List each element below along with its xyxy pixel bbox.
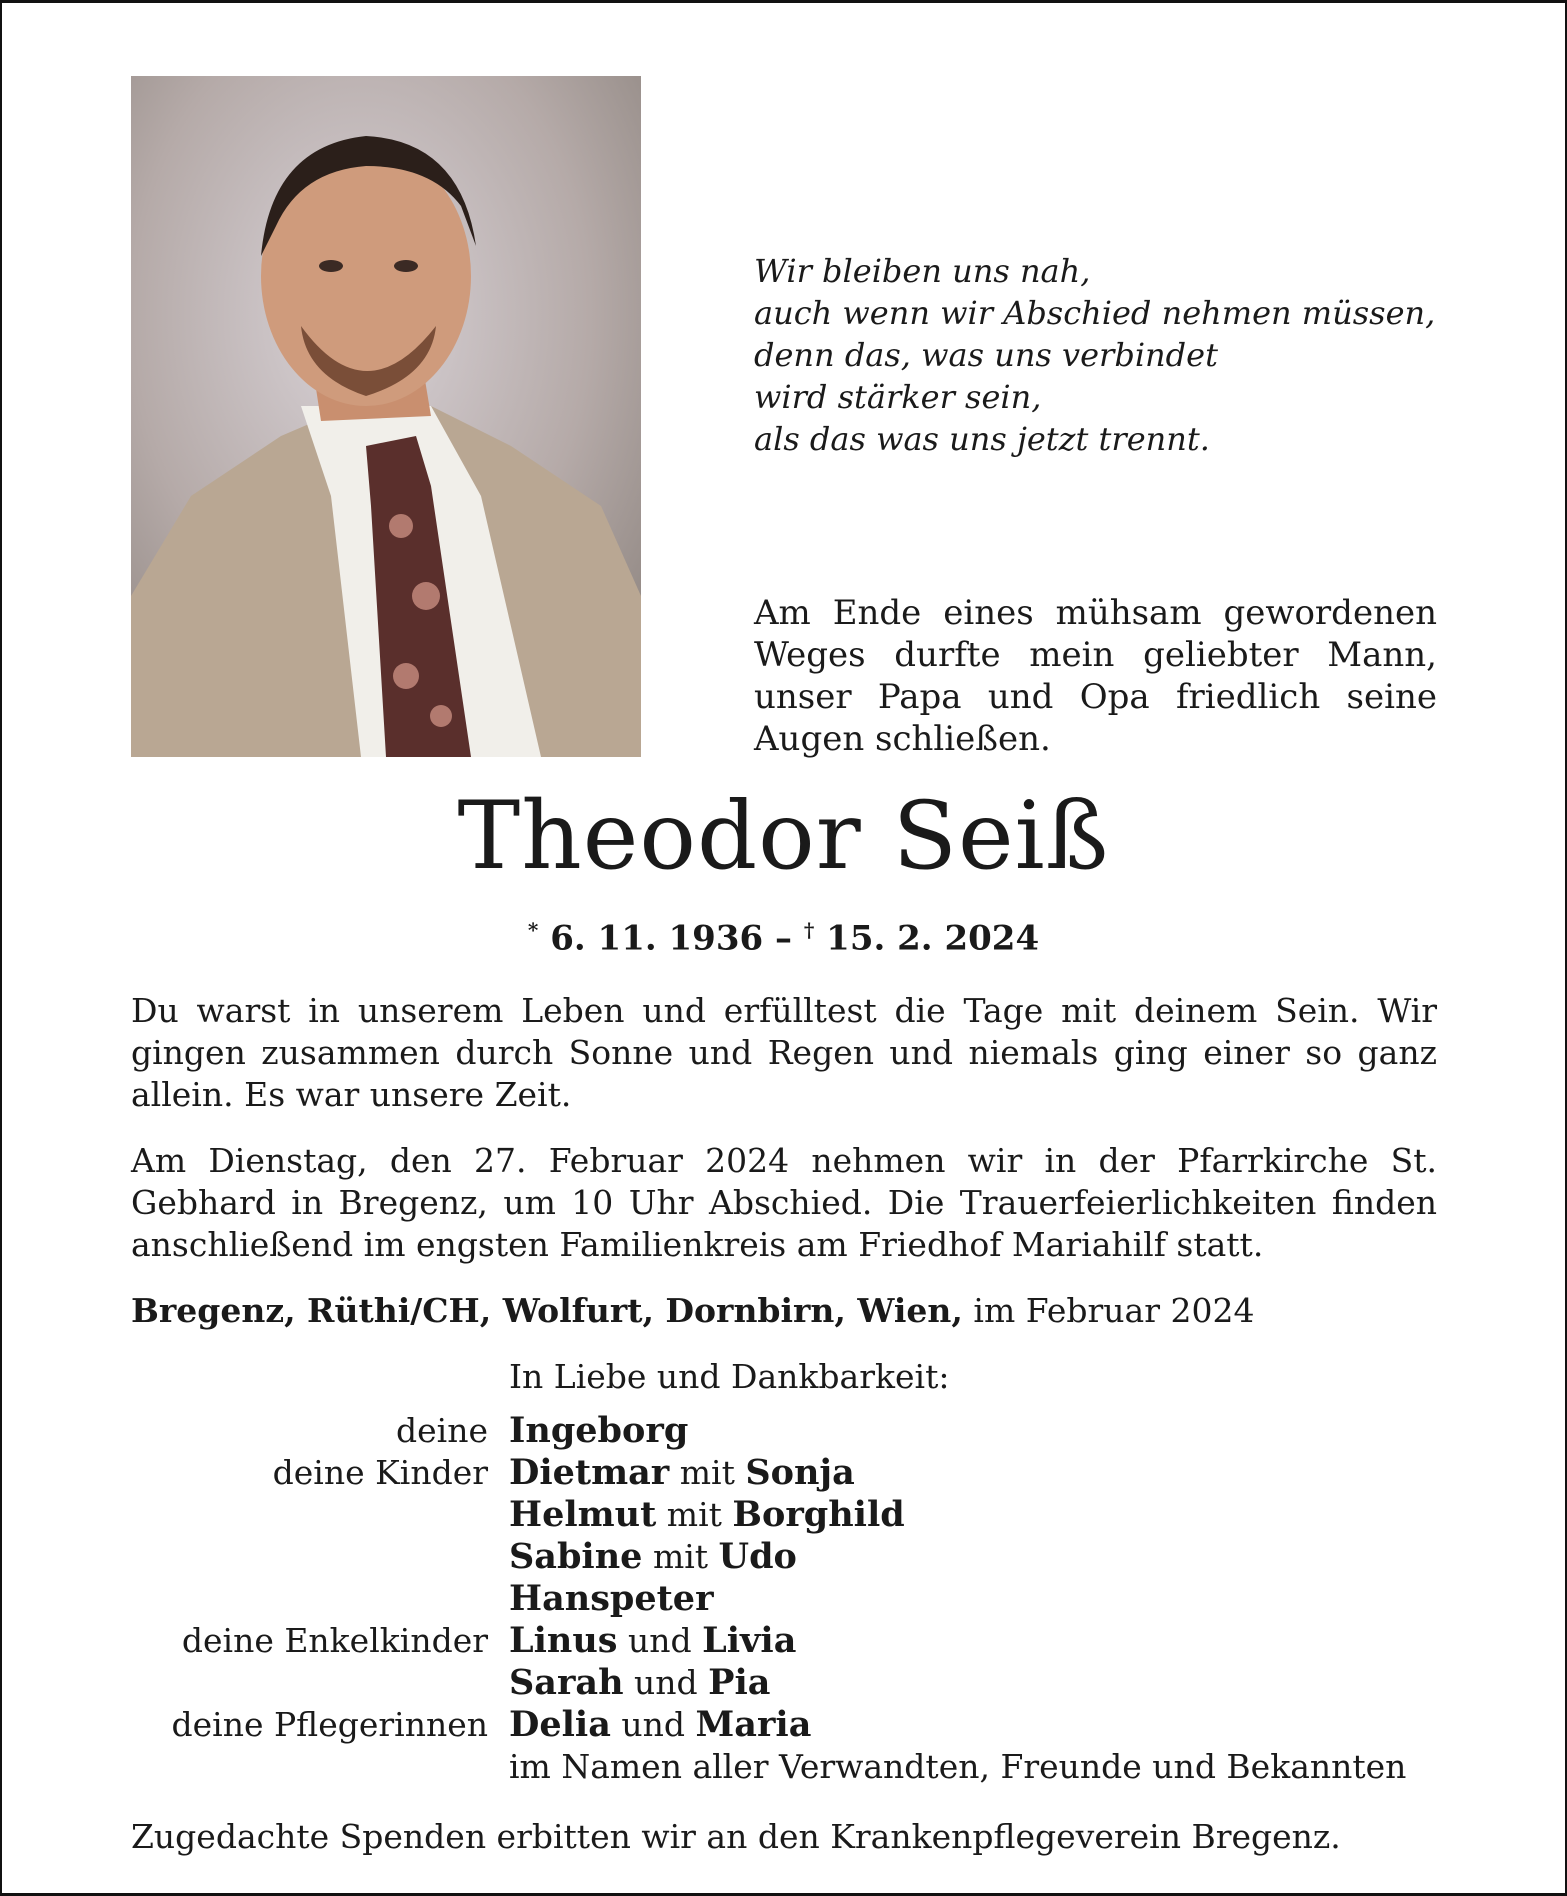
family-name: Dietmar — [509, 1452, 670, 1493]
family-name: Borghild — [732, 1494, 905, 1535]
family-row — [0, 1704, 1567, 1746]
family-names — [509, 1410, 688, 1452]
family-row — [0, 1494, 1567, 1536]
family-row — [0, 1452, 1567, 1494]
family-name: Sabine — [509, 1536, 643, 1577]
portrait-illustration — [131, 76, 641, 757]
family-name: Pia — [708, 1662, 771, 1703]
family-name: Maria — [695, 1704, 812, 1745]
family-row — [0, 1620, 1567, 1662]
family-names — [509, 1494, 905, 1536]
family-name: Sarah — [509, 1662, 624, 1703]
places-date: im Februar 2024 — [973, 1291, 1255, 1330]
family-names — [509, 1620, 796, 1662]
poem-line: wird stärker sein, — [754, 378, 1042, 416]
birth-symbol: * — [527, 918, 539, 942]
family-row — [0, 1746, 1567, 1788]
family-row — [0, 1578, 1567, 1620]
family-label: deine Enkelkinder — [181, 1621, 488, 1660]
family-name: Linus — [509, 1620, 618, 1661]
life-dates — [0, 918, 1567, 958]
family-name: Delia — [509, 1704, 611, 1745]
family-row — [0, 1662, 1567, 1704]
connector-word: und — [628, 1621, 692, 1660]
family-label: deine Kinder — [272, 1453, 488, 1492]
family-list — [0, 1410, 1567, 1788]
poem — [754, 250, 1474, 460]
donation-note: Zugedachte Spenden erbitten wir an den Krankenpflegeverein Bregenz. — [131, 1817, 1341, 1856]
poem-line: auch wenn wir Abschied nehmen müssen, — [754, 294, 1436, 332]
thanks-line: In Liebe und Dankbarkeit: — [509, 1357, 950, 1396]
family-name: Sonja — [745, 1452, 855, 1493]
family-row — [0, 1410, 1567, 1452]
family-names — [509, 1662, 770, 1704]
death-date: 15. 2. 2024 — [826, 918, 1040, 959]
poem-line: als das was uns jetzt trennt. — [754, 420, 1210, 458]
others-line: im Namen aller Verwandten, Freunde und Bekannten — [509, 1747, 1407, 1786]
family-label: deine — [396, 1411, 488, 1450]
family-names — [509, 1704, 811, 1746]
family-row — [0, 1536, 1567, 1578]
connector-word: mit — [679, 1453, 735, 1492]
memorial-paragraph: Du warst in unserem Leben und erfülltest die Tage mit deinem Sein. Wir gingen zusammen durch Sonne und Regen und niemals ging einer so ganz allein. Es war unsere Zeit. — [131, 991, 1437, 1114]
family-name: Udo — [718, 1536, 797, 1577]
family-name: Livia — [702, 1620, 797, 1661]
poem-line: denn das, was uns verbindet — [754, 336, 1218, 374]
connector-word: und — [621, 1705, 686, 1744]
birth-date: 6. 11. 1936 — [550, 918, 764, 959]
deceased-name: Theodor Seiß — [457, 782, 1110, 891]
family-name: Ingeborg — [509, 1410, 689, 1451]
connector-word: und — [634, 1663, 698, 1702]
date-separator: – — [775, 918, 792, 959]
connector-word: mit — [666, 1495, 722, 1534]
family-names — [509, 1452, 855, 1494]
family-names — [509, 1536, 797, 1578]
towns: Bregenz, Rüthi/CH, Wolfurt, Dornbirn, Wien, — [131, 1291, 963, 1330]
connector-word: mit — [652, 1537, 709, 1576]
funeral-details: Am Dienstag, den 27. Februar 2024 nehmen wir in der Pfarrkirche St. Gebhard in Bregenz, um 10 Uhr Abschied. Die Trauerfeierlichkeiten finden anschließend im engsten Familienkreis am Friedhof Mariahilf statt. — [131, 1141, 1437, 1264]
poem-line: Wir bleiben uns nah, — [754, 252, 1091, 290]
family-name: Helmut — [509, 1494, 657, 1535]
family-label: deine Pflegerinnen — [171, 1705, 488, 1744]
portrait-photo — [131, 76, 641, 757]
places-line — [131, 1290, 1437, 1332]
death-symbol: † — [803, 918, 815, 942]
intro-text: Am Ende eines mühsam gewordenen Weges durfte mein geliebter Mann, unser Papa und Opa friedlich seine Augen schließen. — [754, 593, 1437, 759]
family-names — [509, 1578, 714, 1620]
family-name: Hanspeter — [509, 1578, 714, 1619]
